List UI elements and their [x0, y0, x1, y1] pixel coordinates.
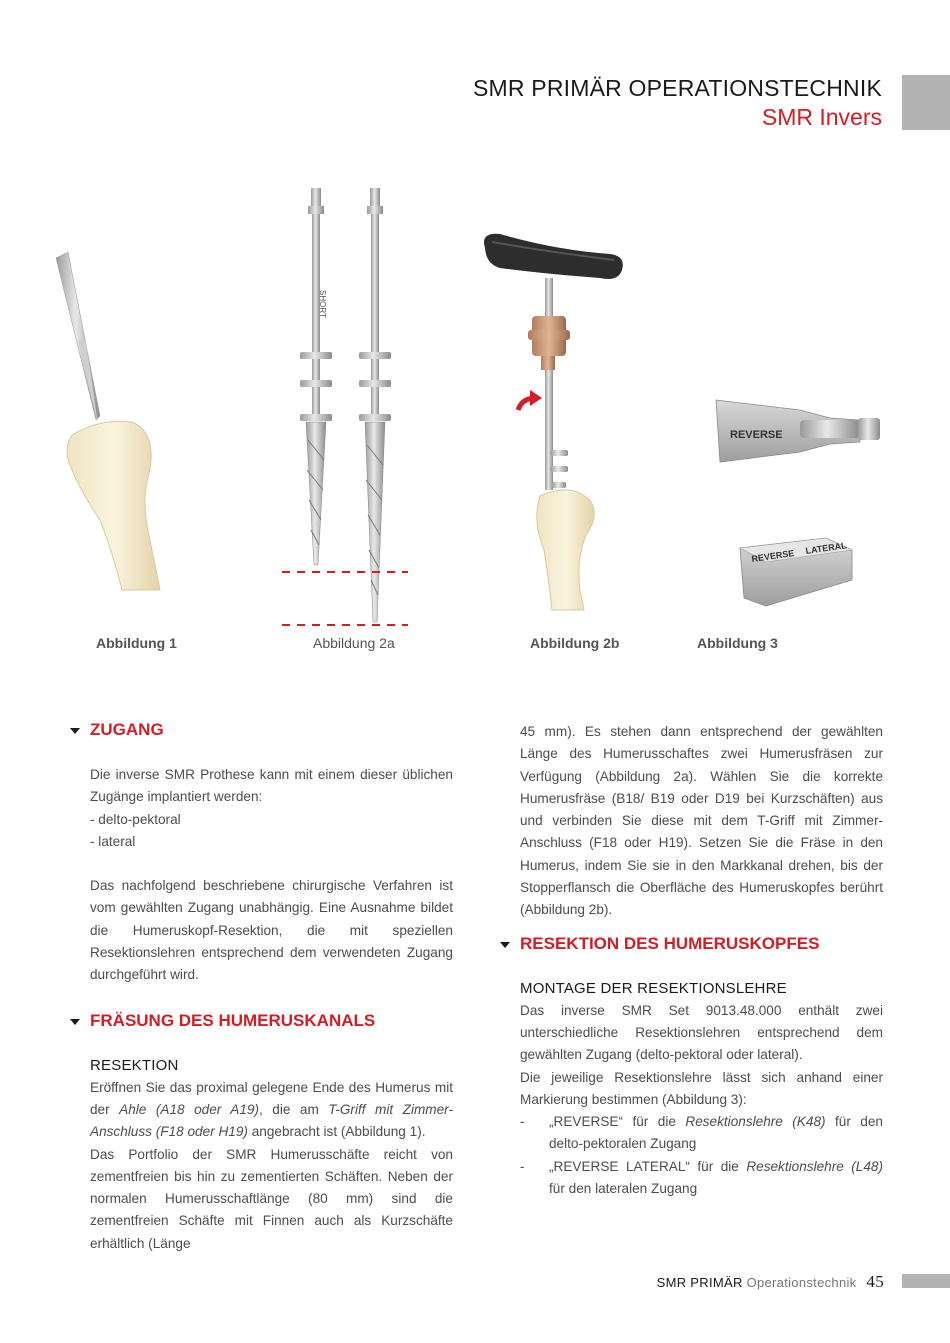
fraesung-paragraph-1: Eröffnen Sie das proximal gelegene Ende des Humerus mit der Ahle (A18 oder A19), die am T-Griff mit Zimmer-Anschluss (F18 oder H19) angebracht ist (Abbildung 1).	[90, 1079, 453, 1140]
fraesung-subheading: RESEKTION	[90, 1056, 179, 1074]
reamer-short-label: SHORT	[318, 290, 327, 318]
resektion-paragraph-1: Das inverse SMR Set 9013.48.000 enthält zwei unterschiedliche Resektionslehren entsprechend dem gewählten Zugang (delto-pektoral oder lateral).	[520, 1002, 883, 1063]
caption-figure-3: Abbildung 3	[697, 635, 778, 651]
footer-section: Operationstechnik	[746, 1275, 857, 1290]
caption-figure-1: Abbildung 1	[96, 635, 177, 651]
guide-reverse-label-2: REVERSE	[750, 548, 795, 564]
resektion-list-item-1: - „REVERSE“ für die Resektionslehre (K48) für den delto-pektoralen Zugang	[520, 1114, 883, 1152]
footer-tab-marker	[902, 1274, 950, 1288]
section-triangle-icon	[70, 728, 80, 734]
section-fraesung-heading	[90, 1009, 453, 1033]
fraesung-paragraph-2: Das Portfolio der SMR Humerusschäfte reicht von zementfreien bis hin zu zementierten Schäften. Neben der normalen Humerusschaftlänge (80 mm) sind die zementfreien Schäfte mit Finnen auch als Kurzschäfte erhältlich (Länge	[90, 1146, 453, 1251]
right-column	[520, 721, 883, 1200]
zugang-paragraph: Das nachfolgend beschriebene chirurgische Verfahren ist vom gewählten Zugang unabhängig. Eine Ausnahme bildet die Humeruskopf-Resektion, die mit speziellen Resektionslehren entsprechend dem verwendeten Zugang durchgeführt wird.	[90, 878, 453, 983]
page-subtitle: SMR Invers	[761, 104, 882, 130]
section-resektion-title: RESEKTION DES HUMERUSKOPFES	[520, 933, 820, 953]
section-triangle-icon	[70, 1019, 80, 1025]
figures-illustration	[0, 170, 950, 640]
footer-brand: SMR PRIMÄR	[656, 1275, 743, 1290]
page-header	[473, 74, 882, 132]
resektion-paragraph-2: Die jeweilige Resektionslehre lässt sich anhand einer Markierung bestimmen (Abbildung 3):	[520, 1069, 883, 1107]
zugang-item-2: - lateral	[90, 833, 136, 849]
figure-1-awl-humerus	[56, 252, 160, 590]
page-title: SMR PRIMÄR OPERATIONSTECHNIK	[473, 75, 882, 101]
page-number: 45	[866, 1272, 884, 1291]
zugang-intro: Die inverse SMR Prothese kann mit einem dieser üblichen Zugänge implantiert werden:	[90, 767, 453, 805]
caption-figure-2b: Abbildung 2b	[530, 635, 620, 651]
figure-2a-reamers	[282, 188, 408, 625]
section-resektion-heading	[520, 932, 883, 956]
guide-reverse-label: REVERSE	[730, 429, 783, 441]
guide-lateral-label: LATERAL	[804, 540, 848, 556]
figure-2b-t-handle	[484, 234, 623, 610]
resektion-subheading: MONTAGE DER RESEKTIONSLEHRE	[520, 979, 787, 997]
caption-figure-2a: Abbildung 2a	[313, 635, 395, 651]
page-footer	[657, 1272, 884, 1292]
resektion-list-item-2: - „REVERSE LATERAL“ für die Resektionslehre (L48) für den lateralen Zugang	[520, 1158, 883, 1197]
header-tab-marker	[902, 75, 950, 130]
left-column	[90, 718, 453, 1255]
section-zugang-heading	[90, 718, 453, 742]
fraesung-paragraph-3: 45 mm). Es stehen dann entsprechend der gewählten Länge des Humerusschaftes zwei Humerusfräsen zur Verfügung (Abbildung 2a). Wählen Sie die korrekte Humerusfräse (B18/ B19 oder D19 bei Kurzschäften) aus und verbinden Sie diese mit dem T-Griff mit Zimmer-Anschluss (F18 oder H19). Setzen Sie die Fräse in den Humerus, indem Sie sie in den Markkanal drehen, bis der Stopperflansch die Oberfläche des Humeruskopfes berührt (Abbildung 2b).	[520, 724, 883, 918]
figure-3-resection-guides	[716, 400, 880, 606]
section-zugang-title: ZUGANG	[90, 720, 164, 739]
section-fraesung-title: FRÄSUNG DES HUMERUSKANALS	[90, 1010, 376, 1030]
zugang-item-1: - delto-pektoral	[90, 811, 181, 827]
section-triangle-icon	[500, 942, 510, 948]
